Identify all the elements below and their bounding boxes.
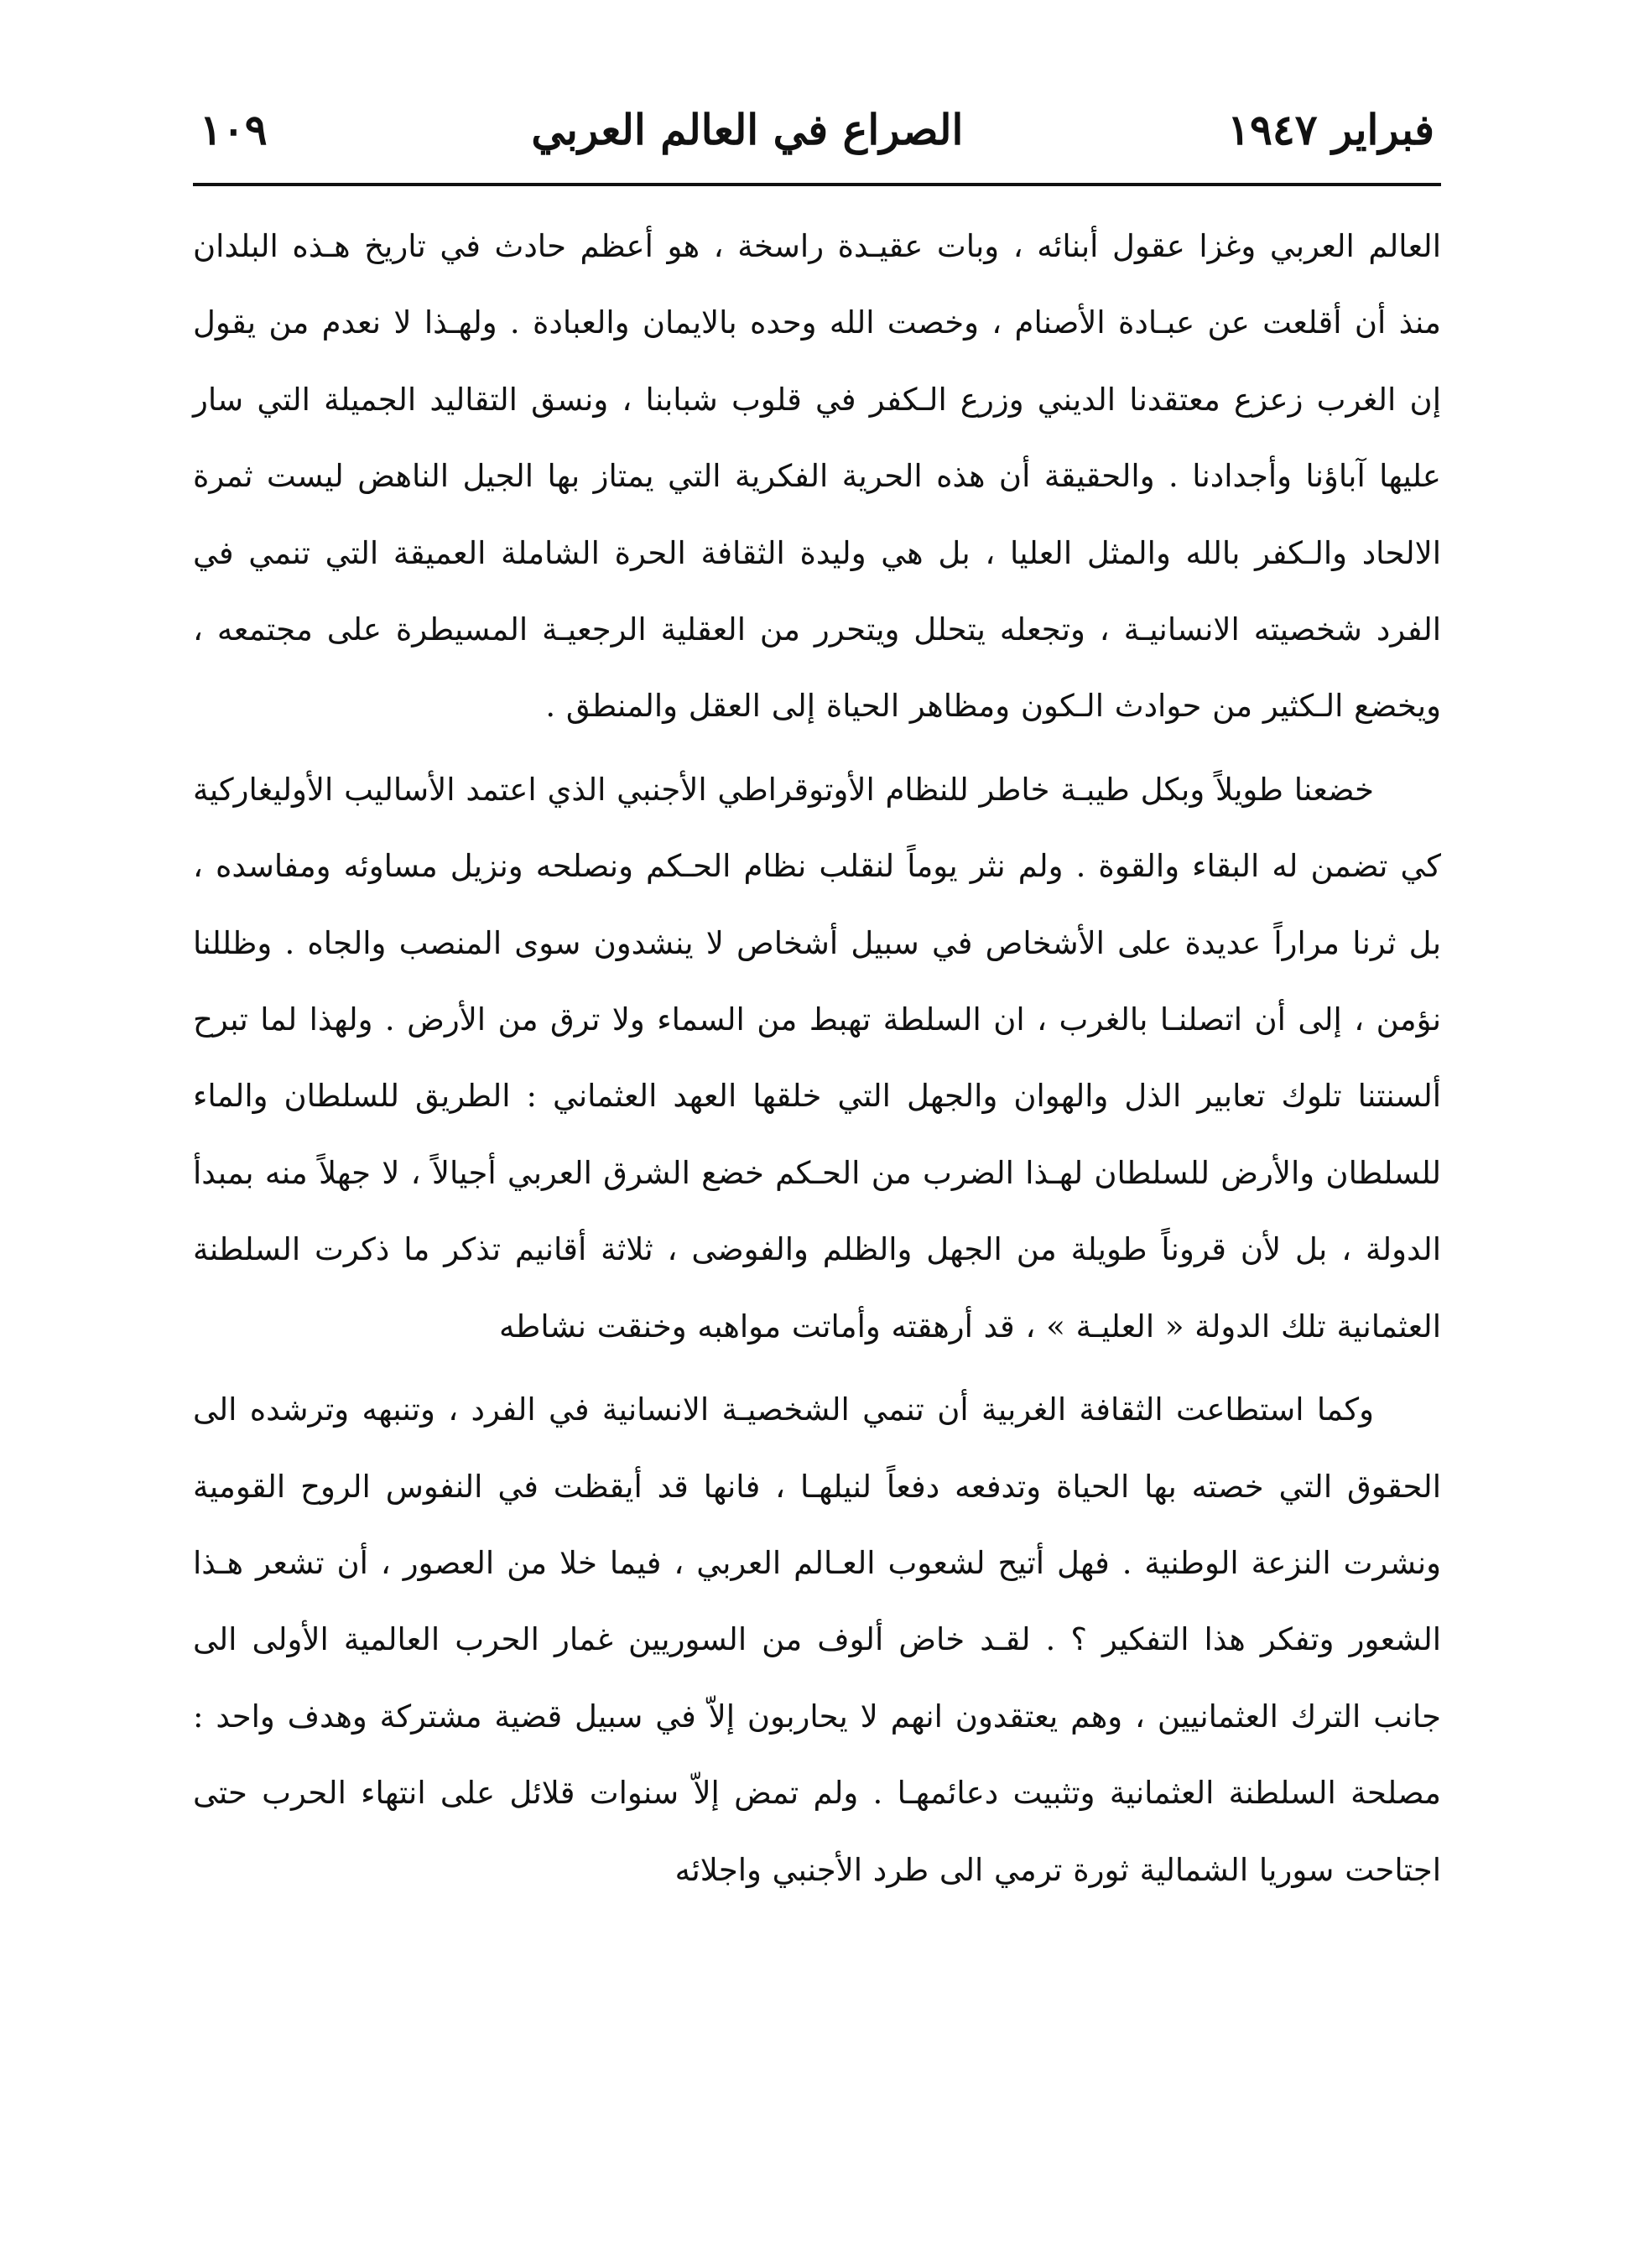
paragraph: وكما استطاعت الثقافة الغربية أن تنمي الشخصيـة الانسانية في الفرد ، وتنبهه وترشده الى الحقوق التي خصته بها الحياة وتدفعه دفعاً لنيلهـا ، فانها قد أيقظت في النفوس الروح القومية ونشرت النزعة الوطنية . فهل أتيح لشعوب العـالم العربي ، فيما خلا من العصور ، أن تشعر هـذا الشعور وتفكر هذا التفكير ؟ . لقـد خاض ألوف من السوريين غمار الحرب العالمية الأولى الى جانب الترك العثمانيين ، وهم يعتقدون انهم لا يحاربون إلاّ في سبيل قضية مشتركة وهدف واحد : مصلحة السلطنة العثمانية وتثبيت دعائمهـا . ولم تمض إلاّ سنوات قلائل على انتهاء الحرب حتى اجتاحت سوريا الشمالية ثورة ترمي الى طرد الأجنبي واجلائه (193, 1391, 1441, 1888)
body-text (193, 208, 1441, 1908)
header-date: فبراير ١٩٤٧ (1227, 105, 1434, 154)
header-title: الصراع في العالم العربي (531, 105, 964, 154)
paragraph: خضعنا طويلاً وبكل طيبـة خاطر للنظام الأوتوقراطي الأجنبي الذي اعتمد الأساليب الأوليغاركية كي تضمن له البقاء والقوة . ولم نثر يوماً لنقلب نظام الحـكم ونصلحه ونزيل مساوئه ومفاسده ، بل ثرنا مراراً عديدة على الأشخاص في سبيل أشخاص لا ينشدون سوى المنصب والجاه . وظللنا نؤمن ، إلى أن اتصلنـا بالغرب ، ان السلطة تهبط من السماء ولا ترق من الأرض . ولهذا لما تبرح ألسنتنا تلوك تعابير الذل والهوان والجهل التي خلقها العهد العثماني : الطريق للسلطان والماء للسلطان والأرض للسلطان لهـذا الضرب من الحـكم خضع الشرق العربي أجيالاً ، لا جهلاً منه بمبدأ الدولة ، بل لأن قروناً طويلة من الجهل والظلم والفوضى ، ثلاثة أقانيم تذكر ما ذكرت السلطنة العثمانية تلك الدولة « العليـة » ، قد أرهقته وأماتت مواهبه وخنقت نشاطه (193, 771, 1441, 1345)
header-rule (193, 183, 1441, 186)
paragraph: العالم العربي وغزا عقول أبنائه ، وبات عقيـدة راسخة ، هو أعظم حادث في تاريخ هـذه البلدان منذ أن أقلعت عن عبـادة الأصنام ، وخصت الله وحده بالايمان والعبادة . ولهـذا لا نعدم من يقول إن الغرب زعزع معتقدنا الديني وزرع الـكفر في قلوب شبابنا ، ونسق التقاليد الجميلة التي سار عليها آباؤنا وأجدادنا . والحقيقة أن هذه الحرية الفكرية التي يمتاز بها الجيل الناهض ليست ثمرة الالحاد والـكفر بالله والمثل العليا ، بل هي وليدة الثقافة الحرة الشاملة العميقة التي تنمي في الفرد شخصيته الانسانيـة ، وتجعله يتحلل ويتحرر من العقلية الرجعيـة المسيطرة على مجتمعه ، ويخضع الـكثير من حوادث الـكون ومظاهر الحياة إلى العقل والمنطق . (193, 228, 1441, 725)
running-head (193, 101, 1441, 159)
page-number: ١٠٩ (200, 105, 268, 154)
